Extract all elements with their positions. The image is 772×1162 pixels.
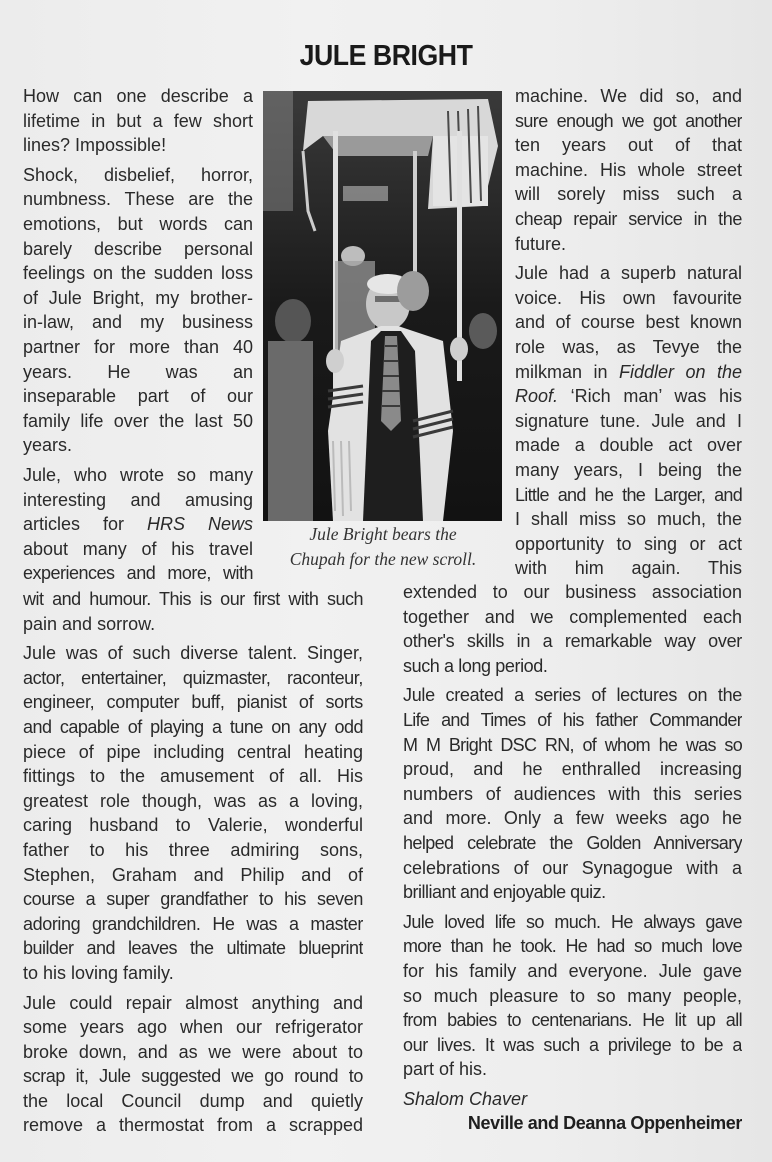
text-line: our lives. It was such a privilege to be a — [403, 1034, 742, 1055]
musical-title: Fiddler on the — [618, 361, 742, 382]
text-line: partner for more than 40 — [23, 336, 253, 357]
text-line: adoring grandchildren. He was a master — [23, 913, 363, 934]
text-line — [515, 384, 742, 409]
text-line: celebrations of our Synagogue with a — [403, 857, 742, 878]
text-line: some years ago when our refrigerator — [23, 1017, 363, 1038]
text-line: brilliant and enjoyable quiz. — [403, 882, 606, 903]
left-column-top — [23, 84, 253, 586]
text-line: piece of pipe including central heating — [23, 741, 363, 762]
signatories: Neville and Deanna Oppenheimer — [467, 1113, 742, 1134]
text-line: fittings to the amusement of all. His — [23, 766, 363, 787]
text-line: Jule could repair almost anything and — [23, 992, 363, 1013]
text-line: actor, entertainer, quizmaster, raconteur, — [23, 667, 363, 688]
text-line: machine. His whole street — [515, 159, 742, 180]
text-line: course a super grandfather to his seven — [23, 889, 363, 910]
text-line: future. — [515, 233, 567, 254]
text-line: feelings on the sudden loss — [23, 263, 253, 284]
text-line: lines? Impossible! — [23, 135, 167, 156]
text-line: about many of his travel — [23, 538, 253, 559]
text-line: and more. Only a few weeks ago he — [403, 808, 742, 829]
text-line — [23, 512, 253, 537]
text-line: machine. We did so, and — [515, 86, 742, 106]
text-line: signature tune. Jule and I — [515, 410, 742, 431]
text-line: years. He was an — [23, 361, 253, 382]
text-line: barely describe personal — [23, 238, 253, 259]
text-line: Jule loved life so much. He always gave — [403, 911, 742, 932]
text-line: family life over the last 50 — [23, 410, 253, 431]
article-title: JULE BRIGHT — [299, 40, 473, 72]
text-line: emotions, but words can — [23, 213, 253, 234]
text-line: made a double act over — [515, 435, 742, 456]
text-line: Jule was of such diverse talent. Singer, — [23, 643, 363, 664]
text-run: articles for — [23, 514, 147, 535]
text-line: helped celebrate the Golden Anniversary — [403, 832, 742, 853]
musical-title-end: Roof. — [515, 386, 559, 407]
text-line: to his loving family. — [23, 962, 174, 983]
photo-illustration — [263, 91, 502, 521]
text-line: Little and he the Larger, and — [515, 484, 742, 505]
sign-off: Shalom Chaver — [403, 1088, 528, 1109]
publication-name: HRS News — [147, 514, 253, 535]
text-line: from babies to centenarians. He lit up all — [403, 1010, 742, 1031]
text-line: wit and humour. This is our first with such — [23, 589, 363, 609]
text-line: will sorely miss such a — [515, 184, 742, 205]
text-line: part of his. — [403, 1059, 488, 1080]
text-line — [515, 360, 742, 385]
text-line: father to his three admiring sons, — [23, 839, 363, 860]
text-line: and of course best known — [515, 312, 742, 333]
text-line: experiences and more, with — [23, 563, 253, 584]
text-line: scrap it, Jule suggested we go round to — [23, 1066, 363, 1087]
text-line: lifetime in but a few short — [23, 110, 253, 131]
photo-jule-bright-chupah — [263, 91, 502, 521]
text-line: Jule, who wrote so many — [23, 464, 253, 485]
text-line: extended to our business association — [403, 582, 742, 602]
text-line: engineer, computer buff, pianist of sorts — [23, 692, 363, 713]
caption-line: Jule Bright bears the — [309, 524, 457, 544]
text-line: greatest role though, was as a loving, — [23, 790, 363, 811]
text-line: ten years out of that — [515, 135, 742, 156]
text-line: for his family and everyone. Jule gave — [403, 960, 742, 981]
text-line: pain and sorrow. — [23, 613, 156, 634]
text-line: years. — [23, 435, 73, 456]
text-line: broke down, and as we were about to — [23, 1041, 363, 1062]
text-line: interesting and amusing — [23, 489, 253, 510]
text-line: of Jule Bright, my brother- — [23, 287, 253, 308]
text-line: I shall miss so much, the — [515, 509, 742, 530]
caption-line: Chupah for the new scroll. — [289, 549, 477, 569]
text-line: proud, and he enthralled increasing — [403, 759, 742, 780]
right-column-top — [515, 84, 742, 581]
text-line: role was, as Tevye the — [515, 336, 742, 357]
text-line: other's skills in a remarkable way over — [403, 631, 742, 652]
text-run: milkman in — [515, 361, 619, 382]
text-line: sure enough we got another — [515, 110, 742, 131]
left-column-bottom — [23, 587, 363, 1138]
text-line: Jule had a superb natural — [515, 263, 742, 284]
text-line: numbers of audiences with this series — [403, 783, 742, 804]
text-line: voice. His own favourite — [515, 287, 742, 308]
text-line: together and we complemented each — [403, 606, 742, 627]
text-line: so much pleasure to so many people, — [403, 985, 742, 1006]
text-line: more than he took. He had so much love — [403, 936, 742, 957]
text-line: Stephen, Graham and Philip and of — [23, 864, 363, 885]
text-line: inseparable part of our — [23, 386, 253, 407]
photo-caption — [262, 522, 504, 572]
text-line: Jule created a series of lectures on the — [403, 685, 742, 706]
text-line: remove a thermostat from a scrapped — [23, 1115, 363, 1136]
text-line: builder and leaves the ultimate blueprint — [23, 938, 363, 959]
right-column-bottom — [403, 580, 742, 1136]
text-line: Shock, disbelief, horror, — [23, 164, 253, 185]
text-run: ‘Rich man’ was his — [558, 386, 742, 407]
text-line: in-law, and my business — [23, 312, 253, 333]
text-line: M M Bright DSC RN, of whom he was so — [403, 734, 742, 755]
text-line: such a long period. — [403, 655, 548, 676]
text-line: Life and Times of his father Commander — [403, 709, 742, 730]
text-line: opportunity to sing or act — [515, 533, 742, 554]
text-line: How can one describe a — [23, 86, 253, 106]
text-line: caring husband to Valerie, wonderful — [23, 815, 363, 836]
text-line: numbness. These are the — [23, 189, 253, 210]
text-line: cheap repair service in the — [515, 208, 742, 229]
text-line: and capable of playing a tune on any odd — [23, 716, 363, 737]
text-line: the local Council dump and quietly — [23, 1090, 363, 1111]
text-line: many years, I being the — [515, 459, 742, 480]
text-line: with him again. This — [515, 558, 742, 579]
